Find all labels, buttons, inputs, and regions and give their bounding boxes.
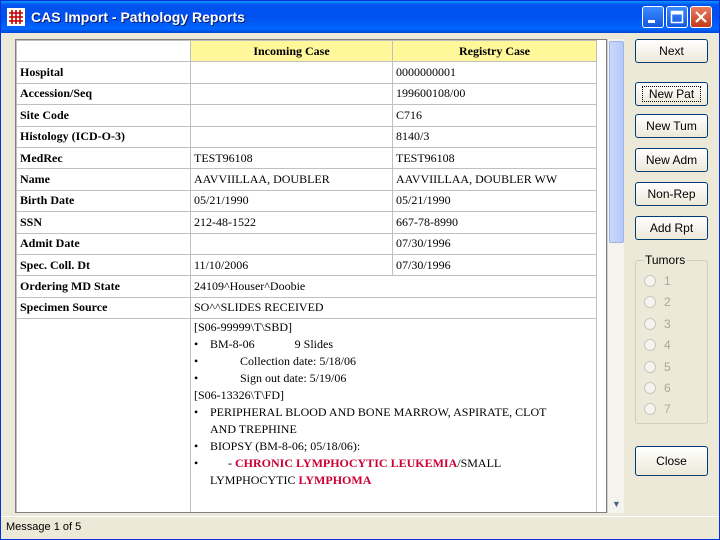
tumors-label: Tumors [645,253,686,267]
report-line: AND TREPHINE [210,422,297,437]
new-tum-button[interactable]: New Tum [635,114,708,138]
row-label: MedRec [17,147,191,168]
incoming-cell[interactable] [191,126,393,147]
ordering-md-state-value[interactable]: 24109^Houser^Doobie [191,276,597,297]
bullet-icon: • [194,354,199,369]
radio-icon [644,361,656,373]
incoming-cell[interactable]: TEST96108 [191,147,393,168]
report-text[interactable] [191,319,597,513]
tumor-radio-4[interactable]: 4 [644,336,671,354]
tumor-radio-1[interactable]: 1 [644,272,671,290]
bullet-icon: • [194,337,199,352]
title-bar[interactable] [1,1,719,33]
status-bar [1,516,719,539]
corner-cell [17,41,191,62]
table-row[interactable] [17,83,597,104]
row-label: Name [17,169,191,190]
maximize-button[interactable] [666,6,688,28]
row-label: Ordering MD State [17,276,191,297]
vertical-scrollbar[interactable] [607,39,624,513]
tumors-group [635,253,708,424]
registry-cell[interactable]: AAVVIILLAA, DOUBLER WW [393,169,597,190]
app-icon [7,8,25,26]
row-label: Birth Date [17,190,191,211]
table-row[interactable] [17,169,597,190]
table-row[interactable] [17,276,597,297]
table-row[interactable] [17,190,597,211]
status-message: Message 1 of 5 [6,521,82,533]
registry-case-header: Registry Case [393,41,597,62]
row-label: Admit Date [17,233,191,254]
scrollbar-thumb[interactable] [609,41,624,243]
diagnosis-highlight: LYMPHOMA [298,473,372,488]
report-row[interactable] [17,319,597,513]
row-label: Hospital [17,62,191,83]
registry-cell[interactable]: 07/30/1996 [393,233,597,254]
report-line: • BIOPSY (BM-8-06; 05/18/06): [194,439,361,454]
non-rep-button[interactable]: Non-Rep [635,182,708,206]
incoming-cell[interactable]: AAVVIILLAA, DOUBLER [191,169,393,190]
incoming-cell[interactable] [191,233,393,254]
incoming-case-header: Incoming Case [191,41,393,62]
new-pat-button[interactable]: New Pat [635,82,708,106]
incoming-cell[interactable] [191,62,393,83]
report-label-cell [17,319,191,513]
table-row[interactable] [17,62,597,83]
radio-icon [644,339,656,351]
bullet-icon: • [194,456,199,471]
diagnosis-highlight: CHRONIC LYMPHOCYTIC LEUKEMIA [235,456,458,471]
report-line: • PERIPHERAL BLOOD AND BONE MARROW, ASPIRATE, CLOT [194,405,547,420]
next-button[interactable]: Next [635,39,708,63]
table-row[interactable] [17,297,597,318]
row-label: Specimen Source [17,297,191,318]
tumor-radio-5[interactable]: 5 [644,358,671,376]
tumor-radio-2[interactable]: 2 [644,293,671,311]
registry-cell[interactable]: 8140/3 [393,126,597,147]
registry-cell[interactable]: 199600108/00 [393,83,597,104]
table-row[interactable] [17,233,597,254]
minimize-icon [643,7,663,27]
close-icon [691,7,711,27]
bullet-icon: • [194,405,199,420]
bullet-icon: • [194,439,199,454]
radio-icon [644,318,656,330]
report-line: • Sign out date: 5/19/06 [194,371,347,386]
grid-header-row [17,41,597,62]
registry-cell[interactable]: 0000000001 [393,62,597,83]
radio-icon [644,382,656,394]
table-row[interactable] [17,254,597,275]
close-button[interactable]: Close [635,446,708,476]
radio-icon [644,403,656,415]
new-adm-button[interactable]: New Adm [635,148,708,172]
report-line: • Collection date: 5/18/06 [194,354,356,369]
row-label: Spec. Coll. Dt [17,254,191,275]
incoming-cell[interactable]: 212-48-1522 [191,212,393,233]
report-line: LYMPHOCYTIC LYMPHOMA [210,473,372,488]
registry-cell[interactable]: C716 [393,105,597,126]
tumor-radio-7[interactable]: 7 [644,400,671,418]
radio-icon [644,275,656,287]
radio-icon [644,296,656,308]
registry-cell[interactable]: TEST96108 [393,147,597,168]
row-label: SSN [17,212,191,233]
row-label: Accession/Seq [17,83,191,104]
specimen-source-value[interactable]: SO^^SLIDES RECEIVED [191,297,597,318]
registry-cell[interactable]: 07/30/1996 [393,254,597,275]
registry-cell[interactable]: 667-78-8990 [393,212,597,233]
report-line: [S06-99999\T\SBD] [194,320,293,335]
minimize-button[interactable] [642,6,664,28]
report-line: • - CHRONIC LYMPHOCYTIC LEUKEMIA/SMALL [194,456,502,471]
close-window-button[interactable] [690,6,712,28]
report-line: [S06-13326\T\FD] [194,388,284,403]
incoming-cell[interactable] [191,105,393,126]
scroll-down-arrow-icon[interactable]: ▼ [612,499,621,509]
window-title: CAS Import - Pathology Reports [31,9,245,25]
maximize-icon [667,7,687,27]
table-row[interactable] [17,212,597,233]
tumor-radio-6[interactable]: 6 [644,379,671,397]
row-label: Histology (ICD-O-3) [17,126,191,147]
incoming-cell[interactable] [191,83,393,104]
case-comparison-grid[interactable] [15,39,607,513]
incoming-cell[interactable]: 05/21/1990 [191,190,393,211]
bullet-icon: • [194,371,199,386]
report-line: • BM-8-06 9 Slides [194,337,334,352]
incoming-cell[interactable]: 11/10/2006 [191,254,393,275]
table-row[interactable] [17,147,597,168]
table-row[interactable] [17,105,597,126]
add-rpt-button[interactable]: Add Rpt [635,216,708,240]
row-label: Site Code [17,105,191,126]
registry-cell[interactable]: 05/21/1990 [393,190,597,211]
tumor-radio-3[interactable]: 3 [644,315,671,333]
table-row[interactable] [17,126,597,147]
